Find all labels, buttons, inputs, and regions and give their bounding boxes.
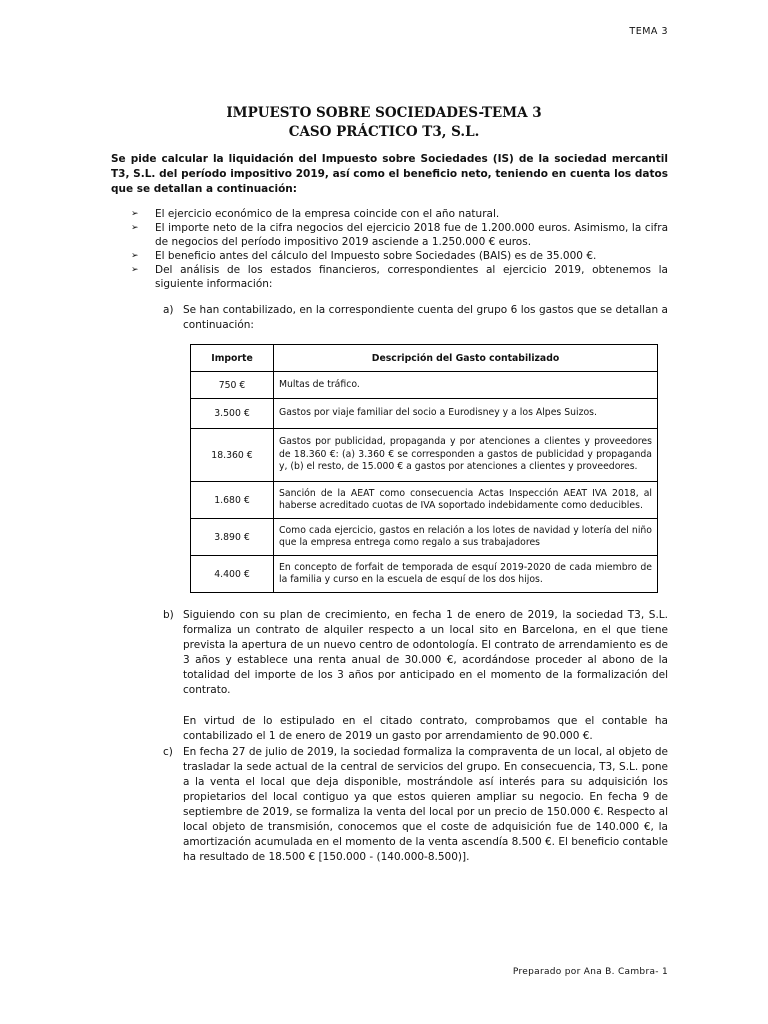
row-description: Gastos por viaje familiar del socio a Eurodisney y a los Alpes Suizos. bbox=[274, 399, 658, 429]
title-line-1: IMPUESTO SOBRE SOCIEDADES-TEMA 3 bbox=[226, 105, 542, 121]
table-row bbox=[191, 482, 658, 519]
list-item-text: Del análisis de los estados financieros, correspondientes al ejercicio 2019, obtenemos la siguiente información: bbox=[155, 264, 668, 290]
expenses-table bbox=[190, 344, 658, 593]
bullet-list bbox=[111, 207, 668, 291]
header-amount: Importe bbox=[191, 345, 274, 372]
section-b-paragraph-2: En virtud de lo estipulado en el citado contrato, comprobamos que el contable ha contabilizado el 1 de enero de 2019 un gasto por arrendamiento de 90.000 €. bbox=[183, 715, 668, 742]
header-tema: TEMA 3 bbox=[629, 26, 668, 37]
list-item bbox=[111, 249, 668, 263]
row-amount: 3.890 € bbox=[191, 519, 274, 556]
row-description: Gastos por publicidad, propaganda y por atenciones a clientes y proveedores de 18.360 €: (a) 3.360 € se corresponden a gastos de publicidad y propaganda y, (b) el resto, de 15.000 € a gastos por atenciones a clientes y proveedores. bbox=[274, 429, 658, 482]
row-amount: 3.500 € bbox=[191, 399, 274, 429]
row-description: Multas de tráfico. bbox=[274, 372, 658, 399]
row-description: En concepto de forfait de temporada de esquí 2019-2020 de cada miembro de la familia y curso en la escuela de esquí de los dos hijos. bbox=[274, 556, 658, 593]
table-row bbox=[191, 556, 658, 593]
section-a-letter: a) bbox=[163, 304, 174, 316]
section-b bbox=[163, 608, 668, 744]
row-amount: 750 € bbox=[191, 372, 274, 399]
table-row bbox=[191, 399, 658, 429]
arrow-bullet-icon: ➢ bbox=[131, 223, 139, 233]
arrow-bullet-icon: ➢ bbox=[131, 251, 139, 261]
list-item-text: El ejercicio económico de la empresa coincide con el año natural. bbox=[155, 208, 500, 220]
list-item bbox=[111, 207, 668, 221]
list-item-text: El importe neto de la cifra negocios del ejercicio 2018 fue de 1.200.000 euros. Asimismo, la cifra de negocios del período impositivo 2019 asciende a 1.250.000 € euros. bbox=[155, 222, 668, 248]
table-row bbox=[191, 372, 658, 399]
section-c-paragraph: En fecha 27 de julio de 2019, la sociedad formaliza la compraventa de un local, al objeto de trasladar la sede actual de la central de servicios del grupo. En consecuencia, T3, S.L. pone a la venta el local que deja disponible, mostrándole así interés para su adquisición los propietarios del local contiguo ya que estos quieren ampliar su negocio. En fecha 9 de septiembre de 2019, se formaliza la venta del local por un precio de 150.000 €. Respecto al local objeto de transmisión, conocemos que el coste de adquisición fue de 140.000 €, la amortización acumulada en el momento de la venta ascendía 8.500 €. El beneficio contable ha resultado de 18.500 € [150.000 - (140.000-8.500)]. bbox=[183, 746, 668, 863]
title-line-2: CASO PRÁCTICO T3, S.L. bbox=[288, 124, 480, 140]
row-amount: 18.360 € bbox=[191, 429, 274, 482]
footer-credit: Preparado por Ana B. Cambra- 1 bbox=[512, 967, 668, 977]
arrow-bullet-icon: ➢ bbox=[131, 209, 139, 219]
table-row bbox=[191, 519, 658, 556]
header-description: Descripción del Gasto contabilizado bbox=[274, 345, 658, 372]
section-a-text: Se han contabilizado, en la correspondiente cuenta del grupo 6 los gastos que se detallan a continuación: bbox=[183, 304, 668, 331]
row-amount: 1.680 € bbox=[191, 482, 274, 519]
list-item-text: El beneficio antes del cálculo del Impuesto sobre Sociedades (BAIS) es de 35.000 €. bbox=[155, 250, 597, 262]
section-c-letter: c) bbox=[163, 746, 173, 758]
arrow-bullet-icon: ➢ bbox=[131, 265, 139, 275]
section-c bbox=[163, 745, 668, 865]
intro-paragraph: Se pide calcular la liquidación del Impuesto sobre Sociedades (IS) de la sociedad mercantil T3, S.L. del período impositivo 2019, así como el beneficio neto, teniendo en cuenta los datos que se detallan a continuación: bbox=[111, 153, 668, 195]
section-a bbox=[163, 303, 668, 333]
table-row bbox=[191, 429, 658, 482]
section-b-paragraph-1: Siguiendo con su plan de crecimiento, en fecha 1 de enero de 2019, la sociedad T3, S.L. formaliza un contrato de alquiler respecto a un local sito en Barcelona, en el que tiene prevista la apertura de un nuevo centro de odontología. El contrato de arrendamiento es de 3 años y establece una renta anual de 30.000 €, acordándose proceder al abono de la totalidad del importe de los 3 años por anticipado en el momento de la formalización del contrato. bbox=[183, 609, 668, 696]
document-title bbox=[0, 104, 768, 142]
list-item bbox=[111, 221, 668, 249]
row-description: Como cada ejercicio, gastos en relación a los lotes de navidad y lotería del niño que la empresa entrega como regalo a sus trabajadores bbox=[274, 519, 658, 556]
row-amount: 4.400 € bbox=[191, 556, 274, 593]
section-b-letter: b) bbox=[163, 609, 174, 621]
list-item bbox=[111, 263, 668, 291]
row-description: Sanción de la AEAT como consecuencia Actas Inspección AEAT IVA 2018, al haberse acreditado cuotas de IVA soportado indebidamente como deducibles. bbox=[274, 482, 658, 519]
